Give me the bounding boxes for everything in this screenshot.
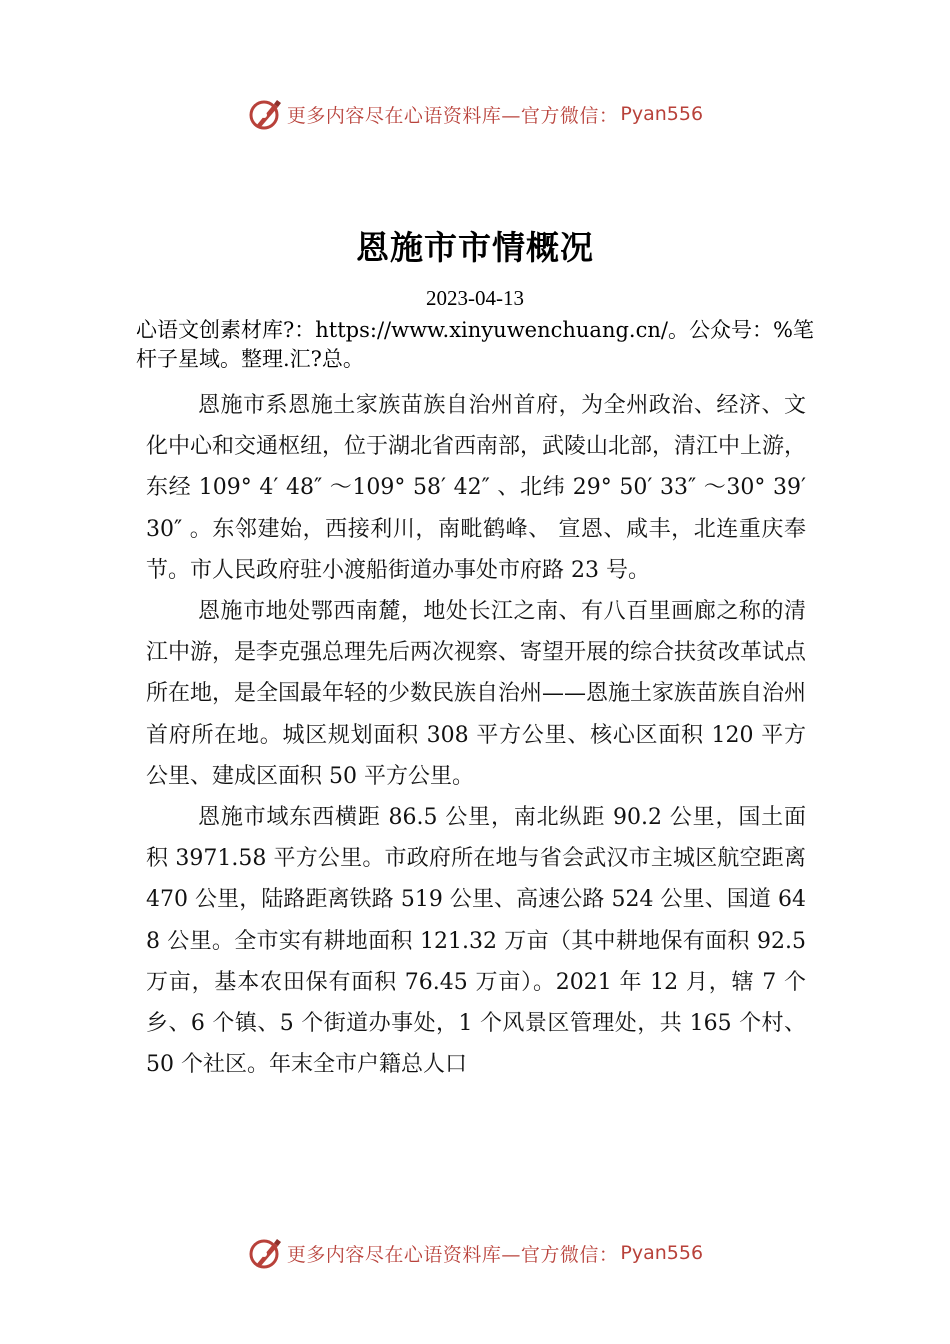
article-body	[146, 385, 806, 1085]
banner-text: 更多内容尽在心语资料库—官方微信：	[286, 104, 619, 127]
paragraph-location: 恩施市系恩施土家族苗族自治州首府，为全州政治、经济、文化中心和交通枢纽，位于湖北省西南部，武陵山北部，清江中上游，东经 109° 4′ 48″ ～109° 58′ 42″ 、北纬 29° 50′ 33″ ～30° 39′ 30″ 。东邻建始，西接利川，南毗鹤峰、 宣恩、咸丰，北连重庆奉节。市人民政府驻小渡船街道办事处市府路 23 号。	[146, 393, 807, 583]
banner-content	[247, 96, 703, 132]
document-title: 恩施市市情概况	[356, 228, 594, 267]
footer-watermark-banner	[0, 1233, 950, 1273]
banner-wechat-id: Pyan556	[620, 1242, 704, 1264]
pen-logo-icon	[247, 1235, 283, 1271]
header-watermark-banner	[0, 94, 950, 134]
source-note: 心语文创素材库?：https://www.xinyuwenchuang.cn/。公众号：%笔杆子星域。整理.汇?总。	[136, 318, 814, 371]
paragraph-overview: 恩施市地处鄂西南麓，地处长江之南、有八百里画廊之称的清江中游，是李克强总理先后两次视察、寄望开展的综合扶贫改革试点所在地，是全国最年轻的少数民族自治州——恩施土家族苗族自治州首府所在地。城区规划面积 308 平方公里、核心区面积 120 平方公里、建成区面积 50 平方公里。	[146, 599, 807, 789]
banner-text: 更多内容尽在心语资料库—官方微信：	[286, 1243, 619, 1266]
banner-content	[247, 1235, 703, 1271]
pen-logo-icon	[247, 96, 283, 132]
banner-wechat-id: Pyan556	[620, 103, 704, 125]
document-date: 2023-04-13	[426, 286, 524, 310]
paragraph-statistics: 恩施市域东西横距 86.5 公里，南北纵距 90.2 公里，国土面积 3971.58 平方公里。市政府所在地与省会武汉市主城区航空距离 470 公里，陆路距离铁路 519 公里、高速公路 524 公里、国道 648 公里。全市实有耕地面积 121.32 万亩（其中耕地保有面积 92.5 万亩，基本农田保有面积 76.45 万亩）。2021 年 12 月，辖 7 个乡、6 个镇、5 个街道办事处，1 个风景区管理处，共 165 个村、50 个社区。年末全市户籍总人口	[146, 805, 806, 1078]
